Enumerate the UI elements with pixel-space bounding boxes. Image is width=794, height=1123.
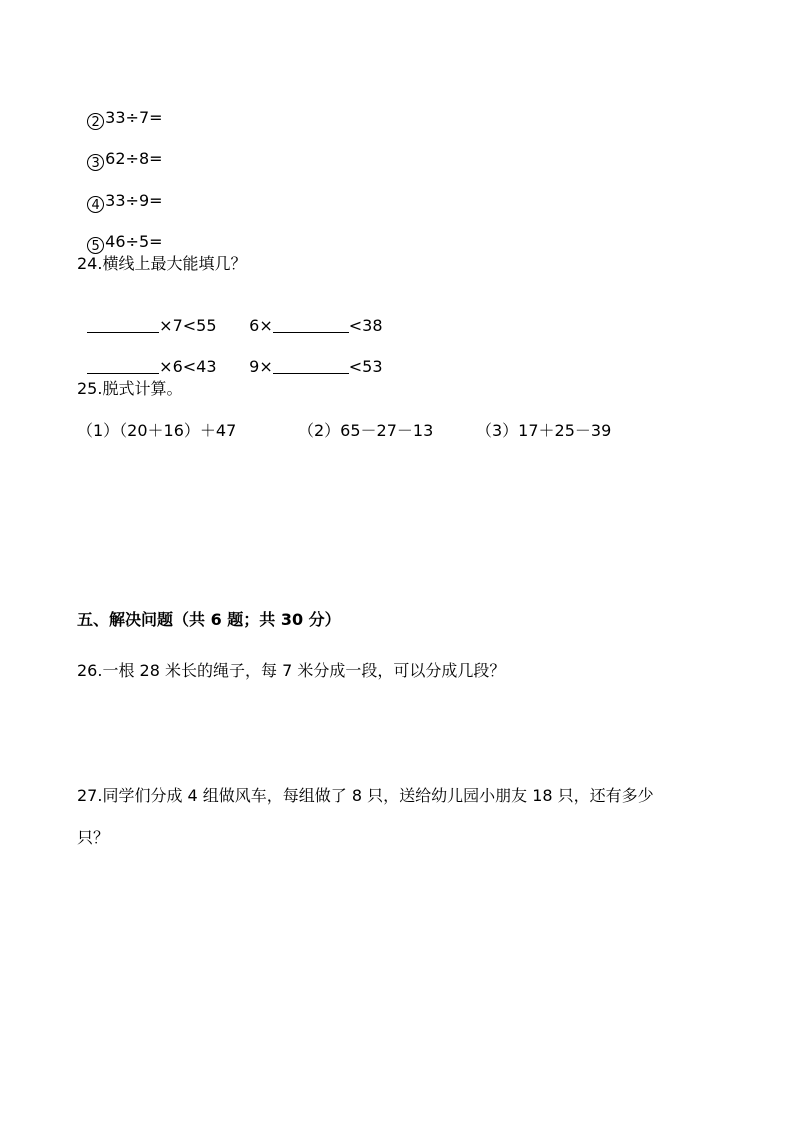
- q24-row2-left: [77, 337, 217, 377]
- circled-number: 3: [87, 154, 104, 171]
- answer-blank[interactable]: [87, 318, 159, 333]
- q24-expression: ×7<55: [159, 316, 217, 335]
- section-heading: 五、解决问题（共 6 题；共 30 分）: [77, 610, 341, 629]
- question-27-line1: 27.同学们分成 4 组做风车，每组做了 8 只，送给幼儿园小朋友 18 只，还有多少: [77, 786, 654, 805]
- q24-expression: ×6<43: [159, 357, 217, 376]
- division-expression: 46÷5=: [105, 232, 163, 251]
- q24-row2-right: [239, 337, 383, 377]
- answer-blank[interactable]: [273, 359, 349, 374]
- q24-expression: <53: [348, 357, 383, 376]
- division-expression: 33÷9=: [105, 191, 163, 210]
- division-item: [77, 212, 163, 254]
- q24-expression: 9×: [249, 357, 273, 376]
- q24-expression: 6×: [249, 316, 273, 335]
- division-item: [77, 129, 163, 171]
- division-item: [77, 171, 163, 213]
- answer-blank[interactable]: [87, 359, 159, 374]
- q25-item-2: （2）65－27－13: [298, 421, 434, 440]
- answer-blank[interactable]: [273, 318, 349, 333]
- q24-row1-right: [239, 296, 383, 336]
- circled-number: 4: [87, 196, 104, 213]
- circled-number: 5: [87, 237, 104, 254]
- q25-item-3: （3）17＋25－39: [476, 421, 612, 440]
- division-expression: 33÷7=: [105, 108, 163, 127]
- question-27-line2: 只？: [77, 828, 110, 847]
- question-26: 26.一根 28 米长的绳子，每 7 米分成一段，可以分成几段？: [77, 661, 506, 680]
- q24-expression: <38: [348, 316, 383, 335]
- division-expression: 62÷8=: [105, 149, 163, 168]
- division-item: [77, 88, 163, 130]
- q24-row1-left: [77, 296, 217, 336]
- q25-item-1: （1）（20＋16）＋47: [77, 421, 237, 440]
- question-25-title: 25.脱式计算。: [77, 379, 183, 398]
- question-24-title: 24.横线上最大能填几？: [77, 254, 247, 273]
- circled-number: 2: [87, 113, 104, 130]
